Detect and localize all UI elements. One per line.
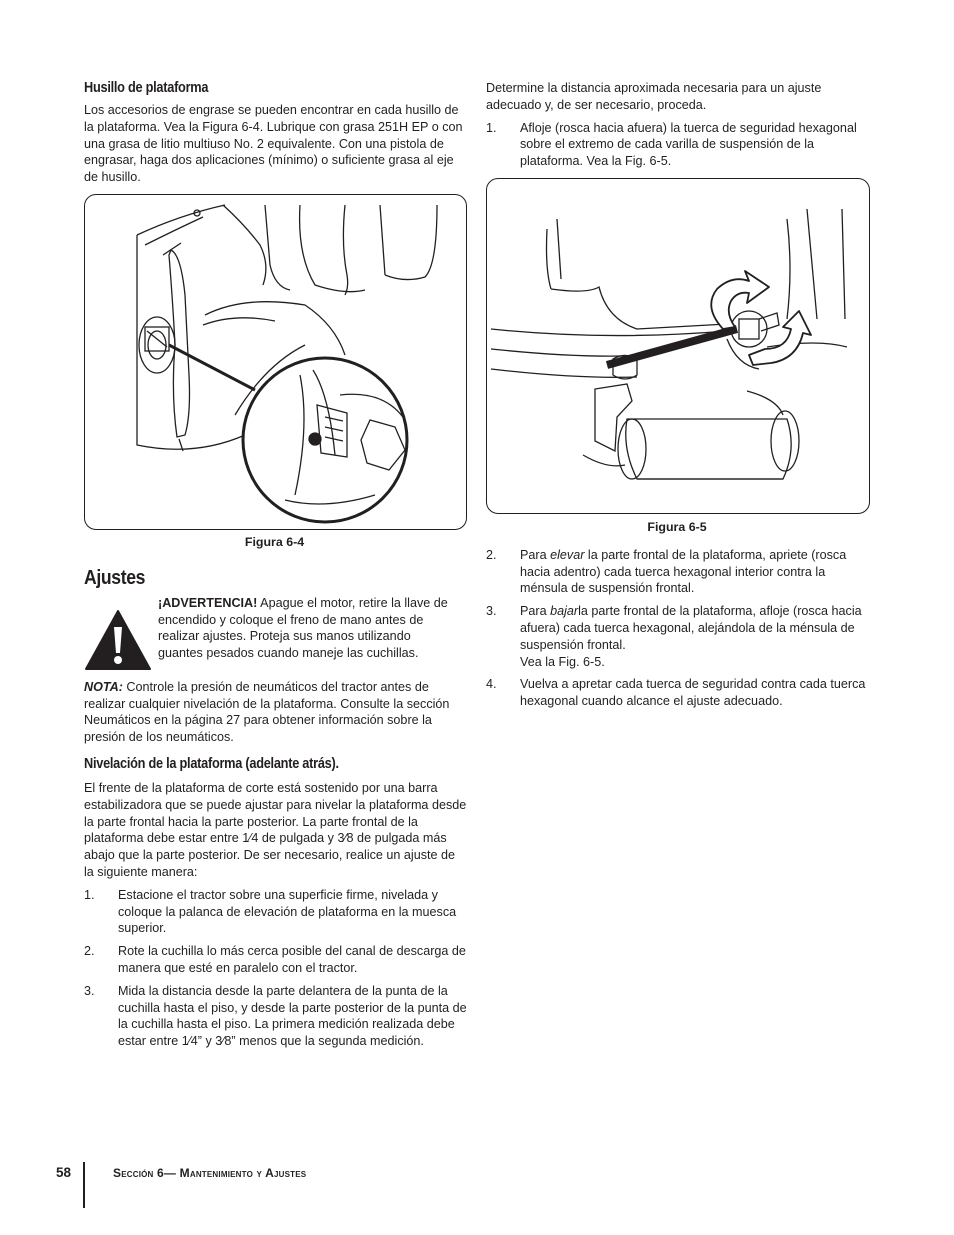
step-post: la parte frontal de la plataforma, afloje (rosca hacia afuera) cada tuerca hexagonal, alejándola de la ménsula de suspensión frontal. bbox=[520, 604, 862, 652]
right-column bbox=[486, 80, 866, 710]
step-number: 1. bbox=[84, 887, 95, 902]
figure-6-4-caption: Figura 6-4 bbox=[244, 534, 305, 549]
warning-triangle-icon bbox=[84, 609, 152, 671]
leveling-steps-list bbox=[84, 887, 468, 1050]
figure-6-5-caption: Figura 6-5 bbox=[647, 519, 707, 534]
step-text: Rote la cuchilla lo más cerca posible del canal de descarga de manera que esté en paralelo con el tractor. bbox=[118, 944, 466, 975]
step-number: 3. bbox=[486, 604, 497, 619]
warning-block bbox=[84, 595, 468, 679]
nivelacion-paragraph: El frente de la plataforma de corte está sostenido por una barra estabilizadora que se puede ajustar para nivelar la plataforma desde la parte frontal hacia la parte posterior. La parte frontal de la plataforma debe estar entre 1⁄4 de pulgada y 3⁄8 de pulgada más abajo que la parte posterior. De ser necesario, realice un ajuste de la siguiente manera: bbox=[84, 780, 467, 879]
list-item bbox=[84, 943, 468, 977]
section-title: Sección 6— Mantenimiento y Ajustes bbox=[113, 1166, 307, 1180]
step-emphasis: bajar bbox=[550, 604, 579, 619]
adjust-steps-list-a bbox=[486, 120, 866, 170]
deck-spindle-illustration bbox=[85, 195, 466, 529]
page-number: 58 bbox=[56, 1165, 72, 1180]
nota-paragraph bbox=[84, 679, 468, 746]
step-reference: Vea la Fig. 6-5. bbox=[520, 654, 605, 669]
list-item bbox=[84, 983, 468, 1050]
step-post: la parte frontal de la plataforma, apriete (rosca hacia adentro) cada tuerca hexagonal interior contra la ménsula de suspensión frontal. bbox=[520, 547, 847, 596]
list-item bbox=[486, 120, 866, 170]
nivelacion-heading: Nivelación de la plataforma (adelante atrás). bbox=[84, 755, 339, 772]
list-item bbox=[486, 603, 866, 670]
step-number: 3. bbox=[84, 983, 95, 998]
adjust-steps-list-b bbox=[486, 547, 866, 710]
step-pre: Para bbox=[520, 547, 551, 562]
list-item bbox=[486, 547, 866, 597]
warning-text-block bbox=[158, 595, 458, 662]
husillo-heading: Husillo de plataforma bbox=[84, 80, 209, 96]
list-item bbox=[84, 887, 468, 937]
warning-text: Apague el motor, retire la llave de encendido y coloque el freno de mano antes de realizar ajustes. Proteja sus manos utilizando guantes pesados cuando maneje las cuchillas. bbox=[158, 595, 448, 661]
nota-label: NOTA: bbox=[84, 679, 123, 694]
step-text: Afloje (rosca hacia afuera) la tuerca de seguridad hexagonal sobre el extremo de cada varilla de suspensión de la plataforma. Vea la Fig. 6-5. bbox=[520, 120, 857, 169]
warning-label: ¡ADVERTENCIA! bbox=[158, 595, 258, 610]
step-text: Mida la distancia desde la parte delantera de la punta de la cuchilla hasta el piso, y desde la parte posterior de la punta de la cuchilla hasta el piso. La primera medición realizada debe estar entre 1⁄4” y 3⁄8” menos que la segunda medición. bbox=[118, 983, 467, 1049]
suspension-rod-illustration bbox=[487, 179, 869, 513]
ajustes-heading: Ajustes bbox=[84, 566, 146, 589]
husillo-paragraph: Los accesorios de engrase se pueden encontrar en cada husillo de la plataforma. Vea la Figura 6-4. Lubrique con grasa 251H EP o con una grasa de litio multiuso No. 2 equivalente. Con una pistola de engrasar, haga dos aplicaciones (mínimo) o suficiente grasa al eje de husillo. bbox=[84, 103, 463, 185]
step-number: 4. bbox=[486, 677, 497, 692]
list-item bbox=[486, 676, 866, 710]
figure-6-4 bbox=[84, 194, 467, 530]
step-number: 1. bbox=[486, 120, 497, 135]
figure-6-5 bbox=[486, 178, 870, 514]
step-number: 2. bbox=[486, 547, 497, 562]
left-column bbox=[84, 80, 468, 1050]
step-number: 2. bbox=[84, 944, 95, 959]
step-emphasis: elevar bbox=[550, 547, 585, 562]
page-footer bbox=[56, 1162, 376, 1208]
step-pre: Para bbox=[520, 604, 551, 619]
step-text: Vuelva a apretar cada tuerca de seguridad contra cada tuerca hexagonal cuando alcance el ajuste adecuado. bbox=[520, 677, 866, 709]
intro-paragraph: Determine la distancia aproximada necesaria para un ajuste adecuado y, de ser necesario, proceda. bbox=[486, 81, 822, 112]
footer-divider bbox=[83, 1162, 85, 1208]
step-text: Estacione el tractor sobre una superficie firme, nivelada y coloque la palanca de elevación de plataforma en la muesca superior. bbox=[118, 887, 457, 936]
nota-text: Controle la presión de neumáticos del tractor antes de realizar cualquier nivelación de la plataforma. Consulte la sección Neumáticos en la página 27 para obtener información sobre la presión de los neumáticos. bbox=[84, 679, 450, 745]
